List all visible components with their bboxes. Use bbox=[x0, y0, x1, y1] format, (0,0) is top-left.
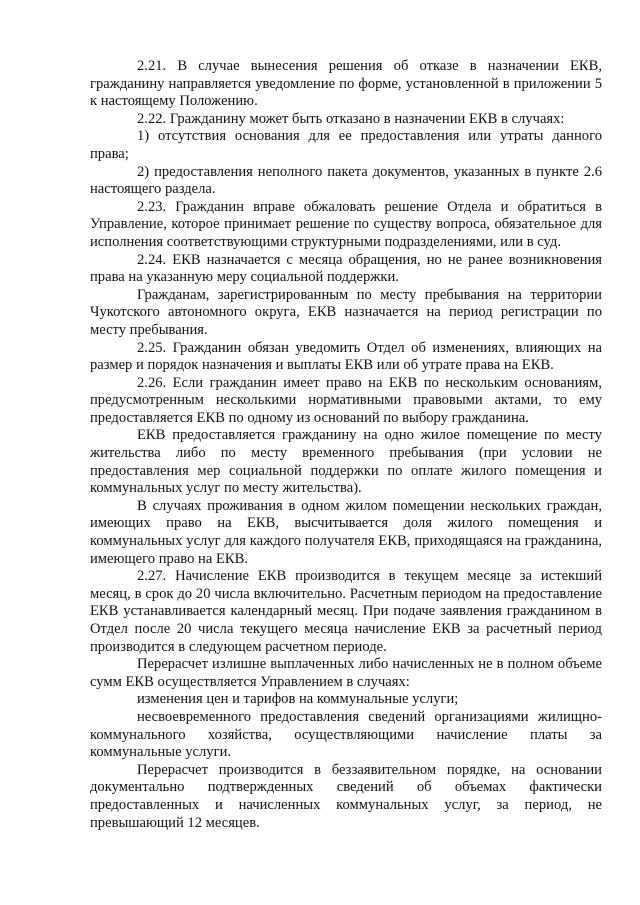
paragraph-2-24-registration: Гражданам, зарегистрированным по месту пребывания на территории Чукотского автономного округа, ЕКВ назначается на период регистрации по месту пребывания. bbox=[90, 286, 602, 338]
paragraph-2-27-recalculation: Перерасчет излишне выплаченных либо начисленных не в полном объеме сумм ЕКВ осуществляется Управлением в случаях: bbox=[90, 656, 602, 690]
paragraph-2-27-case-1: изменения цен и тарифов на коммунальные услуги; bbox=[137, 691, 459, 708]
paragraph-2-27: 2.27. Начисление ЕКВ производится в текущем месяце за истекший месяц, в срок до 20 числа включительно. Расчетным периодом на предоставление ЕКВ устанавливается календарный месяц. При подаче заявления гражданином в Отдел после 20 числа текущего месяца начисление ЕКВ за расчетный период производится в следующем расчетном периоде. bbox=[90, 568, 602, 655]
paragraph-2-21: 2.21. В случае вынесения решения об отказе в назначении ЕКВ, гражданину направляется уведомление по форме, установленной в приложении 5 к настоящему Положению. bbox=[90, 58, 602, 110]
paragraph-2-23: 2.23. Гражданин вправе обжаловать решение Отдела и обратиться в Управление, которое принимает решение по существу вопроса, обязательное для исполнения соответствующими структурными подразделениями, или в суд. bbox=[90, 198, 602, 250]
paragraph-2-27-case-2: несвоевременного предоставления сведений организациями жилищно-коммунального хозяйства, осуществляющими начисление платы за коммунальные услуги. bbox=[90, 708, 602, 761]
paragraph-2-26-shared-housing: В случаях проживания в одном жилом помещении нескольких граждан, имеющих право на ЕКВ, высчитывается доля жилого помещения и коммунальных услуг для каждого получателя ЕКВ, приходящаяся на гражданина, имеющего право на ЕКВ. bbox=[90, 497, 602, 567]
paragraph-2-22-item-1: 1) отсутствия основания для ее предоставления или утраты данного права; bbox=[90, 128, 602, 162]
paragraph-2-22-item-2: 2) предоставления неполного пакета документов, указанных в пункте 2.6 настоящего раздела. bbox=[90, 163, 602, 198]
paragraph-2-25: 2.25. Гражданин обязан уведомить Отдел об изменениях, влияющих на размер и порядок назначения и выплаты ЕКВ или об утрате права на ЕКВ. bbox=[90, 339, 602, 374]
paragraph-2-26: 2.26. Если гражданин имеет право на ЕКВ по нескольким основаниям, предусмотренным несколькими нормативными правовыми актами, то ему предоставляется ЕКВ по одному из оснований по выбору гражданина. bbox=[90, 374, 602, 426]
paragraph-2-27-procedure: Перерасчет производится в беззаявительном порядке, на основании документально подтвержденных сведений об объемах фактически предоставленных и начисленных коммунальных услуг, за период, не превышающий 12 месяцев. bbox=[90, 761, 602, 831]
paragraph-2-22: 2.22. Гражданину может быть отказано в назначении ЕКВ в случаях: bbox=[137, 110, 565, 127]
paragraph-2-24: 2.24. ЕКВ назначается с месяца обращения, но не ранее возникновения права на указанную меру социальной поддержки. bbox=[90, 251, 602, 286]
paragraph-2-26-residence: ЕКВ предоставляется гражданину на одно жилое помещение по месту жительства либо по месту временного пребывания (при условии не предоставления мер социальной поддержки по оплате жилого помещения и коммунальных услуг по месту жительства). bbox=[90, 427, 602, 497]
document-page bbox=[90, 58, 602, 832]
